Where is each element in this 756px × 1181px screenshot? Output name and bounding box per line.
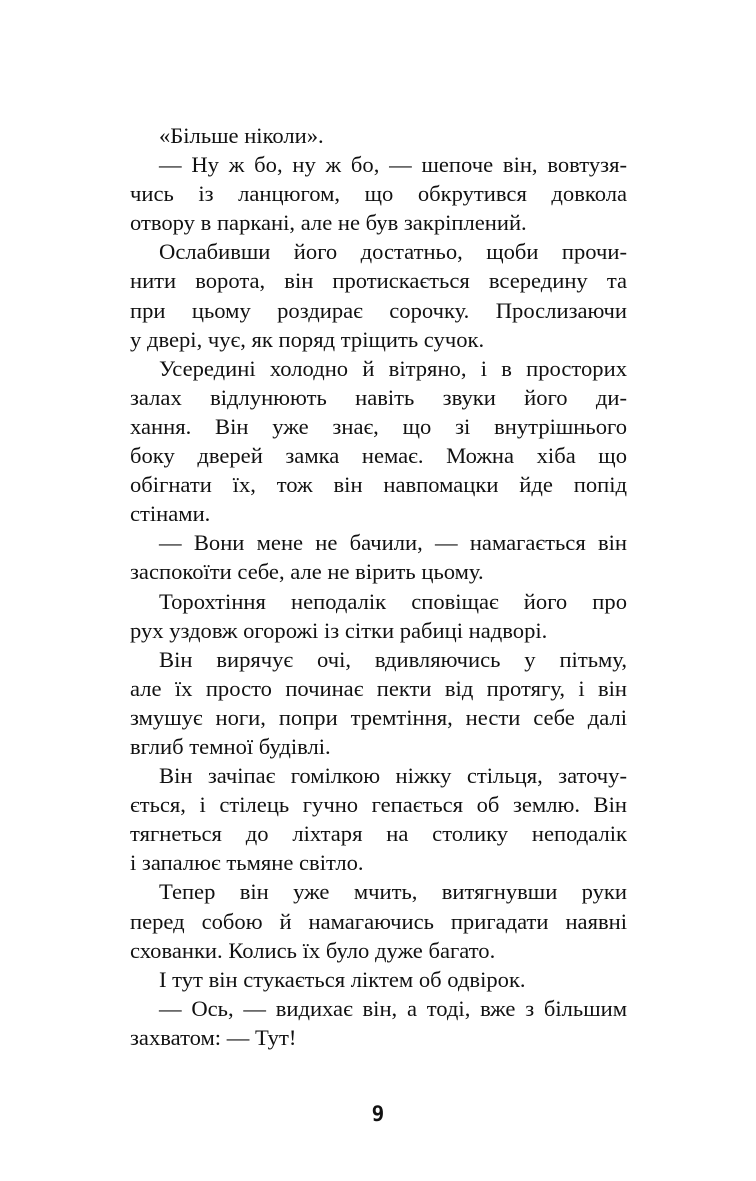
body-text — [130, 121, 627, 1052]
text-line: рух уздовж огорожі із сітки рабиці надворі. — [130, 617, 548, 643]
text-line: Він вирячує очі, вдивляючись у пітьму, — [159, 646, 627, 672]
text-line: змушує ноги, попри тремтіння, нести себе далі — [130, 704, 627, 730]
text-line: і запалює тьмяне світло. — [130, 850, 364, 876]
text-line: обігнати їх, тож він навпомацки йде попід — [130, 472, 627, 498]
text-line: — Ну ж бо, ну ж бо, — шепоче він, вовтузя- — [159, 152, 627, 178]
text-line: нити ворота, він протискається всередину та — [130, 268, 627, 294]
text-line: при цьому роздирає сорочку. Прослизаючи — [130, 297, 627, 323]
text-line: «Більше ніколи». — [159, 123, 324, 148]
text-line: заспокоїти себе, але не вірить цьому. — [130, 559, 484, 585]
text-line: — Вони мене не бачили, — намагається він — [159, 530, 627, 556]
text-line: боку дверей замка немає. Можна хіба що — [130, 443, 627, 469]
text-line: І тут він стукається ліктем об одвірок. — [159, 966, 526, 992]
text-line: тягнеться до ліхтаря на столику неподалік — [130, 821, 627, 847]
text-line: чись із ланцюгом, що обкрутився довкола — [130, 181, 627, 207]
text-line: схованки. Колись їх було дуже багато. — [130, 937, 496, 963]
text-line: Торохтіння неподалік сповіщає його про — [159, 588, 627, 614]
text-line: Ослабивши його достатньо, щоби прочи- — [159, 239, 627, 265]
text-line: ється, і стілець гучно гепається об землю. Він — [130, 792, 627, 818]
text-line: перед собою й намагаючись пригадати наявні — [130, 908, 627, 934]
text-line: Усередині холодно й вітряно, і в просторих — [159, 355, 627, 381]
text-line: хання. Він уже знає, що зі внутрішнього — [130, 413, 627, 439]
text-line: стінами. — [130, 501, 211, 527]
text-line: — Ось, — видихає він, а тоді, вже з більшим — [159, 995, 627, 1021]
text-line: залах відлунюють навіть звуки його ди- — [130, 384, 627, 410]
text-line: у двері, чує, як поряд тріщить сучок. — [130, 326, 485, 352]
text-line: отвору в паркані, але не був закріплений. — [130, 210, 527, 236]
text-line: захватом: — Тут! — [130, 1024, 297, 1050]
page-number: 9 — [371, 1102, 385, 1126]
text-line: Тепер він уже мчить, витягнувши руки — [159, 879, 627, 905]
text-line: Він зачіпає гомілкою ніжку стільця, заточу- — [159, 763, 627, 789]
text-line: вглиб темної будівлі. — [130, 733, 331, 759]
text-line: але їх просто починає пекти від протягу, і він — [130, 675, 627, 701]
